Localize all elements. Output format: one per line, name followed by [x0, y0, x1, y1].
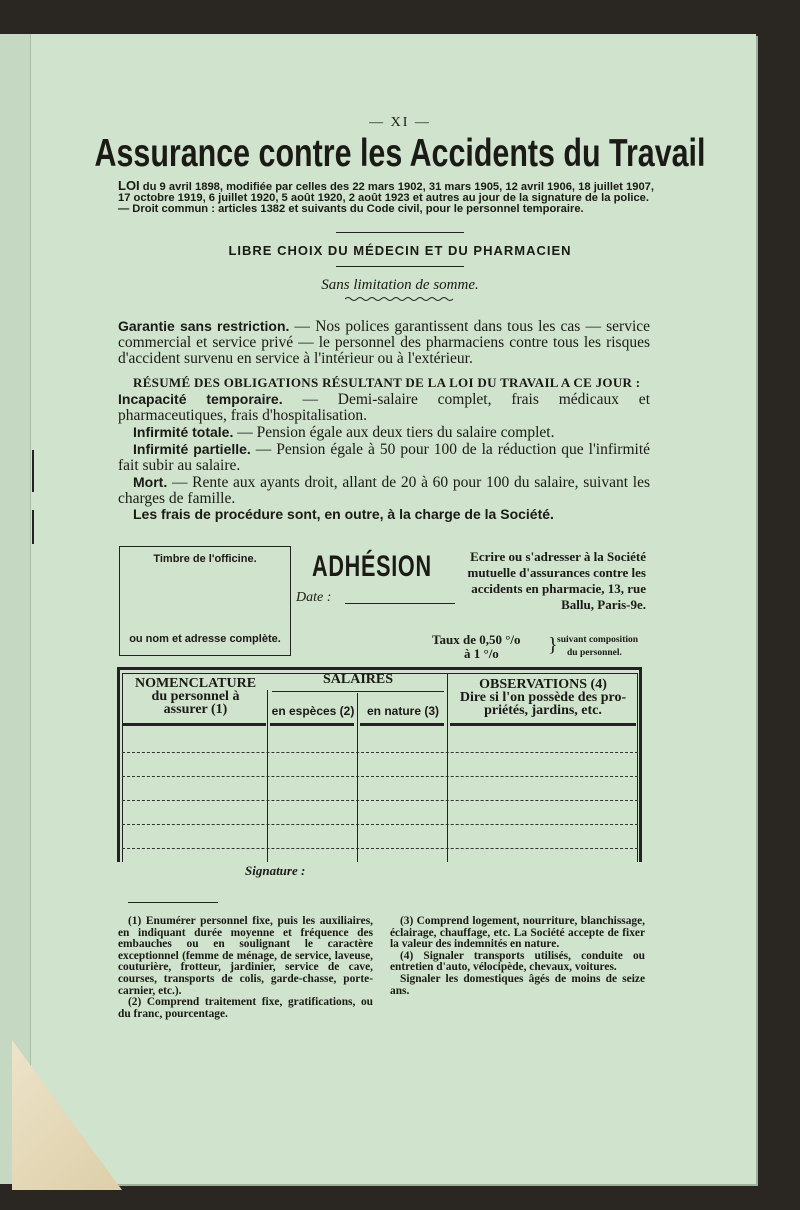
rate-line-1: Taux de 0,50 °/o [432, 632, 521, 647]
stamp-box-label: Timbre de l'officine. [153, 553, 257, 565]
salaires-rule [272, 691, 444, 692]
table-column-line [637, 673, 638, 862]
col-header-salaires: SALAIRES [322, 672, 394, 687]
footnote-divider [128, 902, 218, 903]
obligation-text: — Demi-salaire complet, frais médicaux et pharmaceutiques, frais d'hospitalisation. [118, 391, 650, 424]
wavy-divider [345, 296, 455, 302]
col-header-line: NOMENCLATURE [134, 676, 257, 691]
obligation-item [133, 424, 650, 441]
garantie-label: Garantie sans restriction. [118, 318, 290, 334]
col-header-line: assurer (1) [163, 702, 228, 717]
stamp-box-note: ou nom et adresse complète. [129, 633, 281, 645]
footnote: (4) Signaler transports utilisés, conduite ou entretien d'auto, vélocipède, chevaux, voitures. [390, 949, 645, 974]
signature-label: Signature : [245, 863, 306, 878]
section-heading: LIBRE CHOIX DU MÉDECIN ET DU PHARMACIEN [228, 243, 572, 258]
obligation-text: — Rente aux ayants droit, allant de 20 à 60 pour 100 du salaire, suivant les charges de famille. [118, 474, 650, 507]
col-header-especes: en espèces (2) [271, 704, 355, 718]
header-underline [122, 723, 266, 726]
divider [336, 232, 464, 233]
table-column-line [122, 673, 123, 862]
margin-mark [32, 510, 34, 544]
brace: } [548, 634, 558, 656]
col-header-line: du personnel à [151, 689, 240, 704]
obligation-label: Mort. [133, 474, 168, 490]
margin-mark [32, 450, 34, 492]
col-header-line: OBSERVATIONS (4) [479, 677, 607, 692]
page-number: — XI — [369, 115, 431, 130]
rate-note [557, 634, 638, 660]
law-lead: LOI [118, 178, 140, 193]
col-header-nature: en nature (3) [366, 704, 439, 718]
col-header-nomenclature [124, 677, 267, 716]
obligation-text: — Pension égale aux deux tiers du salaire complet. [233, 424, 555, 441]
col-header-observations [449, 678, 637, 717]
frais-note: Les frais de procédure sont, en outre, à la charge de la Société. [133, 506, 554, 522]
subheading: Sans limitation de somme. [321, 277, 479, 293]
rate-info [432, 633, 521, 661]
law-reference [118, 180, 658, 215]
obligation-label: Infirmité partielle. [133, 441, 251, 457]
header-underline [360, 723, 444, 726]
footnote: (2) Comprend traitement fixe, gratifications, ou du franc, pourcentage. [118, 996, 373, 1020]
resume-heading: RÉSUMÉ DES OBLIGATIONS RÉSULTANT DE LA LOI DU TRAVAIL A CE JOUR : [133, 375, 641, 390]
footnote: Signaler les domestiques âgés de moins de seize ans. [390, 972, 645, 997]
garantie-paragraph [118, 318, 650, 367]
obligation-item [118, 474, 650, 507]
obligation-label: Infirmité totale. [133, 424, 234, 440]
obligation-item [118, 391, 650, 424]
obligation-item [118, 441, 650, 474]
obligation-text: — Pension égale à 50 pour 100 de la réduction que l'infirmité fait subir au salaire. [118, 441, 650, 474]
page-title: Assurance contre les Accidents du Travail [94, 132, 706, 175]
table-row[interactable] [122, 800, 638, 802]
rate-note-2: du personnel. [567, 648, 622, 658]
table-row[interactable] [122, 848, 638, 850]
date-label: Date : [296, 590, 332, 605]
col-header-line: priétés, jardins, etc. [484, 703, 602, 718]
stamp-box [119, 546, 291, 656]
table-column-line [447, 673, 448, 862]
divider [336, 266, 464, 267]
adhesion-heading: ADHÉSION [312, 550, 432, 583]
table-row[interactable] [122, 776, 638, 778]
col-header-line: Dire si l'on possède des pro- [459, 690, 627, 705]
contact-info: Ecrire ou s'adresser à la Société mutuelle d'assurances contre les accidents en pharmacie, 13, rue Ballu, Paris-9e. [467, 549, 646, 612]
obligation-label: Incapacité temporaire. [118, 391, 283, 407]
header-underline [450, 723, 636, 726]
rate-line-2: à 1 °/o [464, 646, 499, 661]
footnote: (1) Enumérer personnel fixe, puis les auxiliaires, en indiquant durée moyenne et fréquence des embauches ou en soulignant le caractère exceptionnel (femme de ménage, de service, laveuse, couturière, frotteur, jardinier, service de cave, courses, transports de colis, garde-chasse, porte-carnier, etc.). [118, 915, 373, 997]
header-underline [270, 723, 354, 726]
page-edge [0, 34, 31, 1184]
table-row[interactable] [122, 752, 638, 754]
footnote: (3) Comprend logement, nourriture, blanchissage, éclairage, chauffage, etc. La Société accepte de fixer la valeur des indemnités en nature. [390, 915, 645, 951]
date-field[interactable] [345, 603, 455, 604]
footnotes-right [390, 916, 645, 997]
rate-note-1: suivant composition [557, 635, 639, 645]
garantie-text: — Nos polices garantissent dans tous les cas — service commercial et service privé — le personnel des pharmaciens contre tous les risques d'accident survenu en service à l'intérieur ou à l'extérieur. [118, 318, 651, 367]
table-row[interactable] [122, 824, 638, 826]
law-text: du 9 avril 1898, modifiée par celles des 22 mars 1902, 31 mars 1905, 12 avril 1906, 18 juillet 1907, 17 octobre 1919, 6 juillet 1920, 5 août 1920, 2 août 1923 et autres au jour de la signature de la police. — Droit commun : articles 1382 et suivants du Code civil, pour le personnel temporaire. [118, 181, 655, 215]
footnotes-left [118, 916, 373, 1020]
